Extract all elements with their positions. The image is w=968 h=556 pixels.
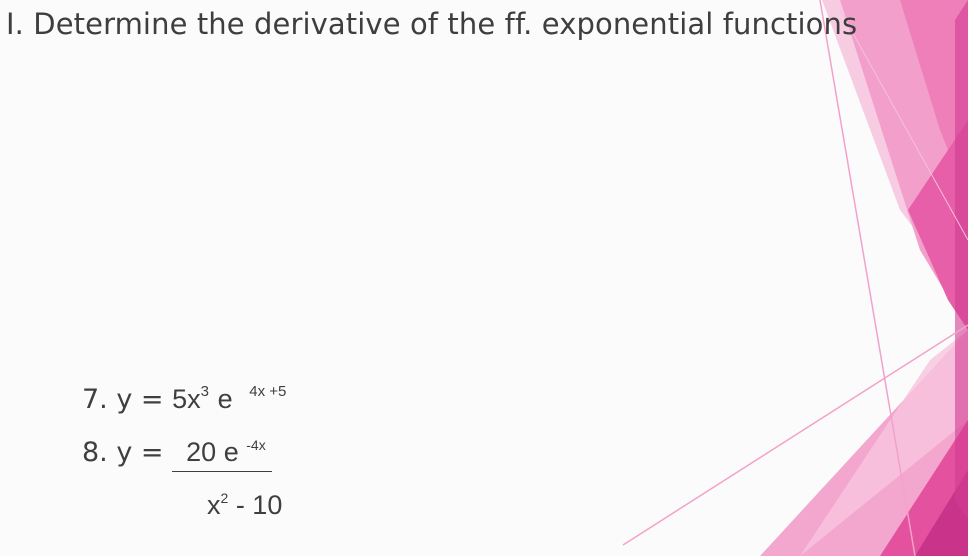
numerator-base: e — [223, 437, 239, 467]
fraction-denominator — [207, 488, 282, 526]
exponent: 4x +5 — [249, 383, 287, 400]
denominator-variable: x — [207, 490, 221, 520]
denominator-rest: - 10 — [235, 490, 283, 520]
problem-8 — [82, 436, 272, 472]
problem-number: 8. — [82, 437, 108, 468]
coefficient-power: 3 — [200, 383, 210, 400]
problem-number: 7. — [82, 384, 108, 415]
problem-7 — [82, 382, 286, 421]
denominator-power: 2 — [220, 490, 229, 506]
numerator-coefficient: 20 — [186, 437, 217, 467]
facet-right-edge — [955, 0, 968, 520]
exponential-base: e — [217, 384, 233, 414]
coefficient: 5x — [172, 384, 201, 414]
numerator-exponent: -4x — [246, 437, 266, 453]
equation-lhs: y = — [116, 437, 164, 468]
slide-title: I. Determine the derivative of the ff. exponential functions — [6, 7, 858, 41]
equation-lhs: y = — [116, 384, 164, 415]
fraction-numerator — [172, 437, 272, 472]
